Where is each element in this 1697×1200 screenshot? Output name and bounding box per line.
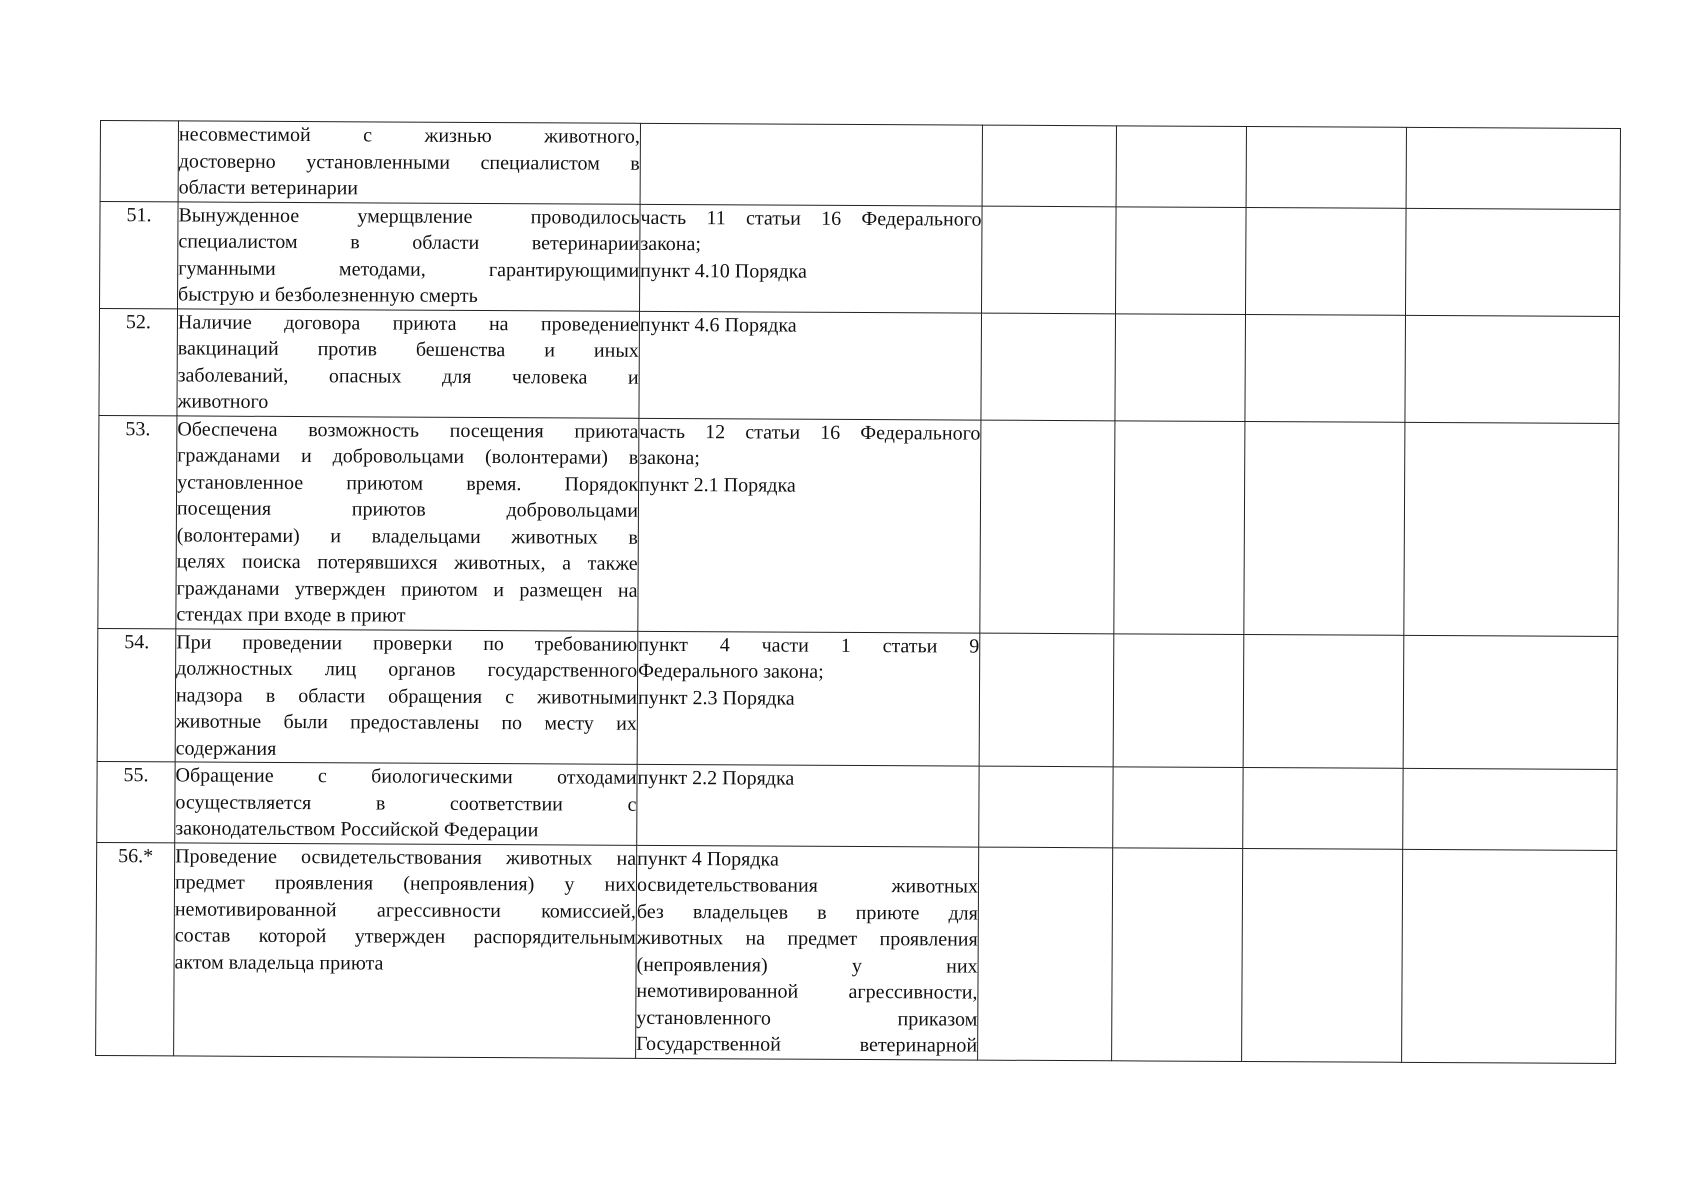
answer-cell xyxy=(1245,314,1406,422)
answer-cell xyxy=(1405,315,1620,423)
requirement-line: животные были предоставлены по месту их xyxy=(175,710,637,735)
requirement-cell xyxy=(178,121,640,204)
answer-cell xyxy=(1406,127,1620,209)
legal-reference-line: пункт 2.2 Порядка xyxy=(637,766,795,790)
legal-reference-cell xyxy=(636,845,979,1060)
answer-cell xyxy=(979,766,1113,847)
requirement-line: целях поиска потерявшихся животных, а также xyxy=(176,550,638,575)
legal-reference-line: животных на предмет проявления xyxy=(636,926,978,951)
requirement-line: вакцинаций против бешенства и иных xyxy=(177,337,639,362)
legal-reference-line: часть 11 статьи 16 Федерального xyxy=(640,206,982,231)
legal-reference-line: установленного приказом xyxy=(636,1006,978,1031)
requirement-line: специалистом в области ветеринарии xyxy=(178,230,640,255)
legal-reference-cell xyxy=(637,631,980,766)
answer-cell xyxy=(979,633,1114,767)
requirement-line: достоверно установленными специалистом в xyxy=(178,149,640,175)
answer-cell xyxy=(982,125,1116,206)
table-row xyxy=(97,761,1617,849)
requirement-line: надзора в области обращения с животными xyxy=(175,683,638,709)
requirement-line: гражданами утвержден приютом и размещен на xyxy=(176,576,638,602)
requirement-line: животного xyxy=(177,390,269,413)
requirement-line: установленное приютом время. Порядок xyxy=(177,470,639,496)
requirement-line: быструю и безболезненную смерть xyxy=(178,283,478,307)
legal-reference-cell xyxy=(640,123,982,205)
requirement-line: Проведение освидетельствования животных на xyxy=(175,844,637,870)
requirement-line: заболеваний, опасных для человека и xyxy=(177,363,639,389)
answer-cell xyxy=(1246,127,1406,208)
legal-reference-line: часть 12 статьи 16 Федерального xyxy=(639,420,981,445)
answer-cell xyxy=(978,847,1113,1061)
legal-reference-line: пункт 2.1 Порядка xyxy=(639,473,796,497)
requirement-line: должностных лиц органов государственного xyxy=(176,657,638,682)
answer-cell xyxy=(1113,767,1243,848)
legal-reference-cell xyxy=(637,764,979,846)
requirement-line: Вынужденное умерщвление проводилось xyxy=(178,203,640,229)
requirement-line: гуманными методами, гарантирующими xyxy=(178,256,640,282)
requirement-cell xyxy=(176,415,639,630)
answer-cell xyxy=(1242,848,1403,1062)
answer-cell xyxy=(1403,768,1617,850)
answer-cell xyxy=(1115,313,1246,421)
row-number: 52. xyxy=(99,308,178,415)
checklist-table-body xyxy=(96,121,1621,1063)
answer-cell xyxy=(1116,206,1247,314)
legal-reference-line: закона; xyxy=(640,232,702,256)
table-row xyxy=(100,121,1620,209)
requirement-line: посещения приютов добровольцами xyxy=(176,497,639,522)
legal-reference-line: (непроявления) у них xyxy=(636,953,978,978)
requirement-line: Наличие договора приюта на проведение xyxy=(177,310,639,336)
legal-reference-line: Федерального закона; xyxy=(638,659,824,683)
legal-reference-line: закона; xyxy=(639,446,700,470)
requirement-line: состав которой утвержден распорядительным xyxy=(174,924,636,949)
legal-reference-line: без владельцев в приюте для xyxy=(636,900,978,925)
answer-cell xyxy=(982,206,1117,314)
requirement-line: предмет проявления (непроявления) у них xyxy=(174,871,637,896)
legal-reference-cell xyxy=(639,311,982,420)
legal-reference-line: пункт 4 Порядка xyxy=(637,847,779,871)
requirement-line: гражданами и добровольцами (волонтерами) в xyxy=(177,444,639,469)
answer-cell xyxy=(1244,421,1405,635)
requirement-line: осуществляется в соответствии с xyxy=(175,790,637,816)
answer-cell xyxy=(1402,849,1617,1063)
legal-reference-line: немотивированной агрессивности, xyxy=(636,979,978,1004)
requirement-line: законодательством Российской Федерации xyxy=(175,817,539,842)
answer-cell xyxy=(1403,635,1618,770)
requirement-line: Обеспечена возможность посещения приюта xyxy=(177,417,639,443)
legal-reference-cell xyxy=(640,204,983,313)
requirement-cell xyxy=(175,762,637,845)
legal-reference-line: пункт 2.3 Порядка xyxy=(637,686,795,710)
table-row xyxy=(98,415,1619,636)
answer-cell xyxy=(981,313,1116,421)
legal-reference-cell xyxy=(638,418,981,633)
table-row xyxy=(96,842,1617,1063)
answer-cell xyxy=(1112,847,1243,1061)
legal-reference-line: пункт 4.6 Порядка xyxy=(639,313,797,337)
requirement-line: актом владельца приюта xyxy=(174,950,384,974)
requirement-cell xyxy=(174,842,637,1057)
answer-cell xyxy=(980,420,1115,634)
checklist-table xyxy=(95,120,1621,1063)
legal-reference-line: Государственной ветеринарной xyxy=(636,1032,978,1057)
answer-cell xyxy=(1243,634,1404,768)
legal-reference-line: пункт 4 части 1 статьи 9 xyxy=(638,633,980,658)
requirement-cell xyxy=(177,308,640,417)
row-number: 56.* xyxy=(96,842,175,1055)
requirement-cell xyxy=(175,628,638,764)
requirement-line: (волонтерами) и владельцами животных в xyxy=(176,523,638,549)
legal-reference-line: пункт 4.10 Порядка xyxy=(640,259,807,283)
row-number: 51. xyxy=(100,201,179,308)
table-row xyxy=(97,628,1618,769)
row-number: 53. xyxy=(98,415,177,628)
answer-cell xyxy=(1243,767,1403,848)
table-row xyxy=(100,201,1621,316)
requirement-line: немотивированной агрессивности комиссией, xyxy=(174,897,636,923)
requirement-line: стендах при входе в приют xyxy=(176,603,406,627)
requirement-line: содержания xyxy=(175,736,277,760)
answer-cell xyxy=(1113,633,1244,767)
row-number: 54. xyxy=(97,628,176,762)
answer-cell xyxy=(1405,208,1620,316)
legal-reference-line: освидетельствования животных xyxy=(636,873,979,898)
answer-cell xyxy=(1116,126,1246,207)
row-number xyxy=(100,121,178,202)
answer-cell xyxy=(1114,420,1245,634)
requirement-cell xyxy=(178,201,641,310)
requirement-line: области ветеринарии xyxy=(178,176,359,200)
requirement-line: несовместимой с жизнью животного, xyxy=(178,123,640,148)
answer-cell xyxy=(1404,422,1619,636)
requirement-line: При проведении проверки по требованию xyxy=(176,630,638,656)
table-row xyxy=(99,308,1620,423)
answer-cell xyxy=(1245,207,1406,315)
requirement-line: Обращение с биологическими отходами xyxy=(175,764,637,789)
row-number: 55. xyxy=(97,761,175,842)
